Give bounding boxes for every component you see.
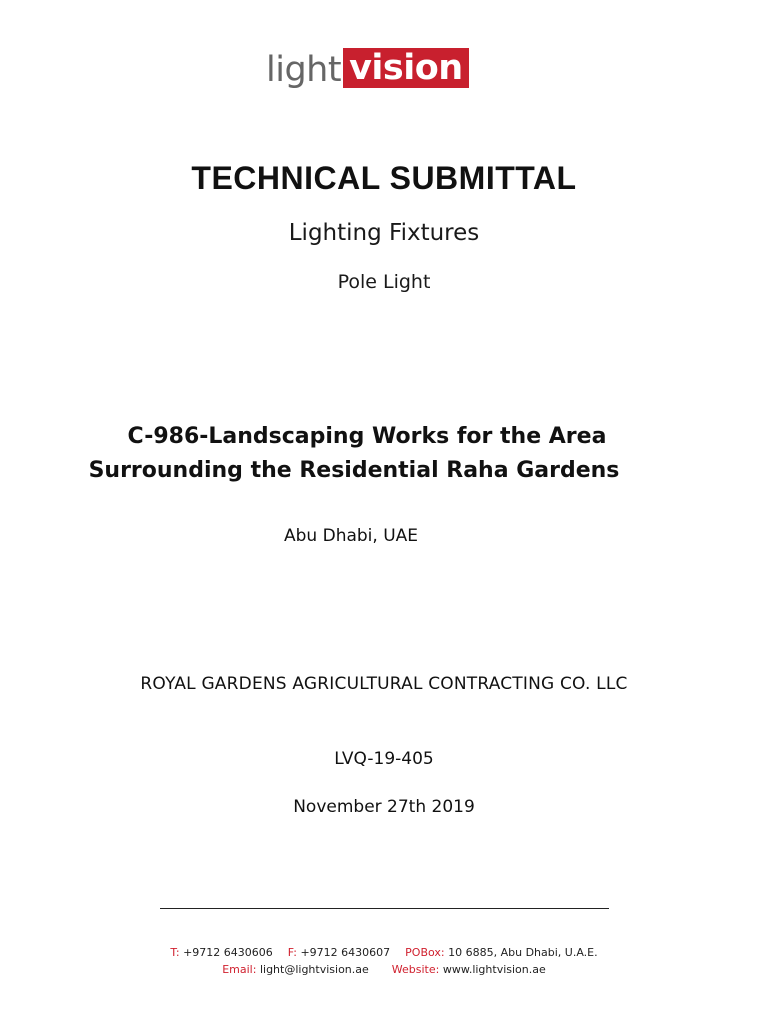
document-title: TECHNICAL SUBMITTAL [191, 160, 577, 196]
footer-web-line [0, 963, 768, 976]
client-name: ROYAL GARDENS AGRICULTURAL CONTRACTING CO. LLC [140, 674, 628, 694]
project-title [0, 420, 768, 488]
email-label: Email: [222, 963, 257, 976]
fax-value: +9712 6430607 [300, 946, 391, 959]
website-link[interactable]: www.lightvision.ae [442, 963, 546, 976]
footer-divider [160, 908, 609, 909]
project-title-line-1: C-986-Landscaping Works for the Area [127, 424, 607, 449]
logo-text-vision: vision [349, 48, 463, 88]
tel-value: +9712 6430606 [183, 946, 273, 959]
tel-label: T: [170, 946, 180, 959]
project-location: Abu Dhabi, UAE [284, 526, 419, 546]
website-label: Website: [391, 963, 440, 976]
footer-contact-line [0, 946, 768, 959]
submittal-date: November 27th 2019 [293, 797, 475, 817]
fax-label: F: [287, 946, 297, 959]
company-logo [266, 48, 469, 92]
pobox-label: POBox: [405, 946, 445, 959]
reference-number: LVQ-19-405 [334, 749, 434, 769]
logo-text-light: light [266, 50, 342, 90]
email-link[interactable]: light@lightvision.ae [259, 963, 369, 976]
fixture-type: Pole Light [337, 271, 431, 293]
logo-vision-box [343, 48, 469, 88]
project-title-line-2: Surrounding the Residential Raha Gardens [88, 458, 620, 483]
pobox-value: 10 6885, Abu Dhabi, U.A.E. [448, 946, 598, 959]
document-subtitle: Lighting Fixtures [288, 220, 480, 246]
